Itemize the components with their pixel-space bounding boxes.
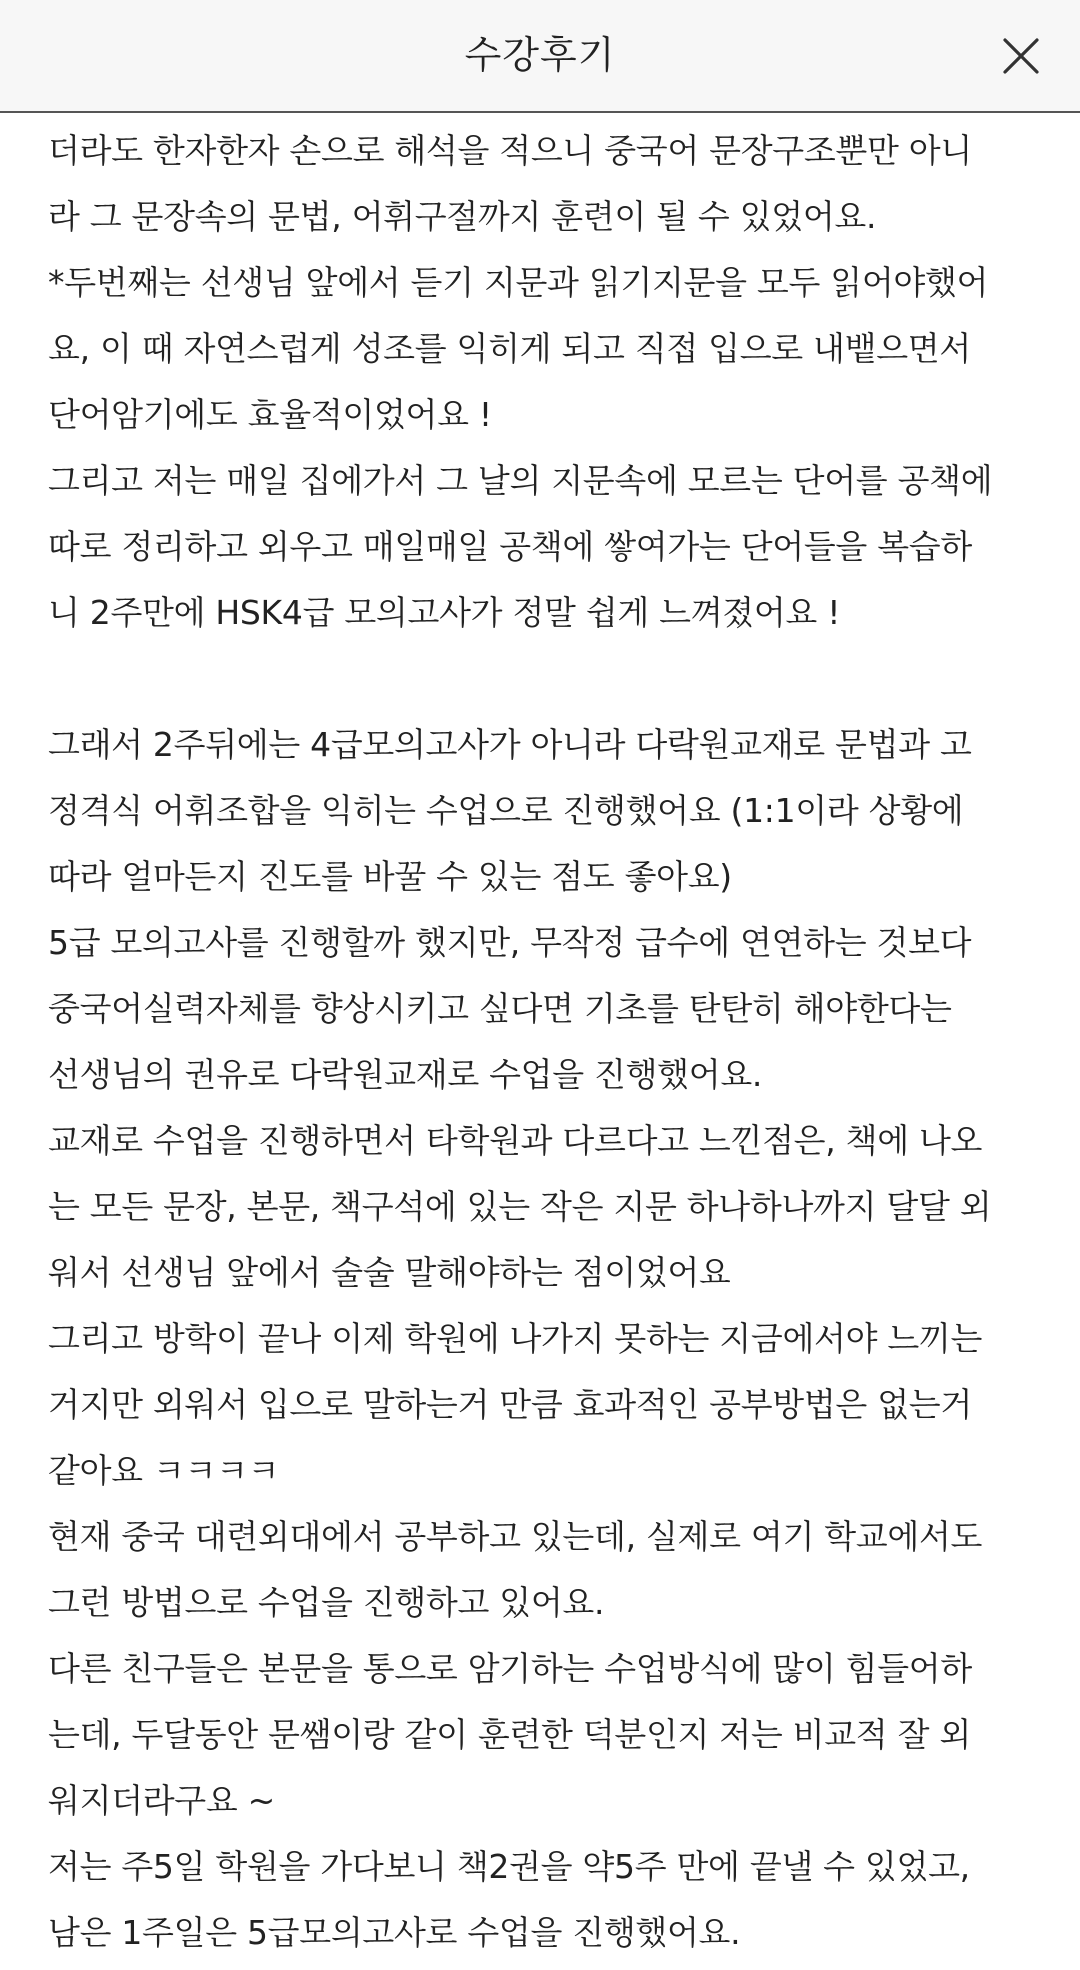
review-line bbox=[48, 646, 1048, 712]
review-line: 그런 방법으로 수업을 진행하고 있어요. bbox=[48, 1583, 605, 1622]
review-line: 따라 얼마든지 진도를 바꿀 수 있는 점도 좋아요) bbox=[48, 857, 732, 896]
review-line: 그리고 방학이 끝나 이제 학원에 나가지 못하는 지금에서야 느끼는 bbox=[48, 1319, 983, 1358]
review-line: 워지더라구요 ~ bbox=[48, 1781, 276, 1820]
review-line: 워서 선생님 앞에서 술술 말해야하는 점이었어요 bbox=[48, 1253, 731, 1292]
review-line: 5급 모의고사를 진행할까 했지만, 무작정 급수에 연연하는 것보다 bbox=[48, 923, 972, 962]
close-button[interactable] bbox=[996, 31, 1046, 81]
review-line: 그리고 저는 매일 집에가서 그 날의 지문속에 모르는 단어를 공책에 bbox=[48, 461, 993, 500]
review-line: 는 모든 문장, 본문, 책구석에 있는 작은 지문 하나하나까지 달달 외 bbox=[48, 1187, 992, 1226]
review-line: 현재 중국 대련외대에서 공부하고 있는데, 실제로 여기 학교에서도 bbox=[48, 1517, 983, 1556]
review-body bbox=[48, 118, 1048, 1968]
review-line: 그래서 2주뒤에는 4급모의고사가 아니라 다락원교재로 문법과 고 bbox=[48, 725, 972, 764]
page-title: 수강후기 bbox=[464, 33, 616, 77]
close-icon bbox=[996, 31, 1046, 81]
review-line: 니 2주만에 HSK4급 모의고사가 정말 쉽게 느껴졌어요 ! bbox=[48, 593, 841, 632]
review-line: 더라도 한자한자 손으로 해석을 적으니 중국어 문장구조뿐만 아니 bbox=[48, 131, 972, 170]
review-line: 저는 주5일 학원을 가다보니 책2권을 약5주 만에 끝낼 수 있었고, bbox=[48, 1847, 970, 1886]
modal-header bbox=[0, 0, 1080, 113]
review-line: 단어암기에도 효율적이었어요 ! bbox=[48, 395, 492, 434]
review-line: 같아요 ㅋㅋㅋㅋ bbox=[48, 1451, 280, 1490]
review-line: 교재로 수업을 진행하면서 타학원과 다르다고 느낀점은, 책에 나오 bbox=[48, 1121, 983, 1160]
review-line: 요, 이 때 자연스럽게 성조를 익히게 되고 직접 입으로 내뱉으면서 bbox=[48, 329, 971, 368]
review-line: 는데, 두달동안 문쌤이랑 같이 훈련한 덕분인지 저는 비교적 잘 외 bbox=[48, 1715, 971, 1754]
review-line: 정격식 어휘조합을 익히는 수업으로 진행했어요 (1:1이라 상황에 bbox=[48, 791, 964, 830]
review-line: 따로 정리하고 외우고 매일매일 공책에 쌓여가는 단어들을 복습하 bbox=[48, 527, 972, 566]
review-line: 중국어실력자체를 향상시키고 싶다면 기초를 탄탄히 해야한다는 bbox=[48, 989, 952, 1028]
review-line: 남은 1주일은 5급모의고사로 수업을 진행했어요. bbox=[48, 1913, 741, 1952]
review-line: *두번째는 선생님 앞에서 듣기 지문과 읽기지문을 모두 읽어야했어 bbox=[48, 263, 989, 302]
review-line: 다른 친구들은 본문을 통으로 암기하는 수업방식에 많이 힘들어하 bbox=[48, 1649, 972, 1688]
review-line: 라 그 문장속의 문법, 어휘구절까지 훈련이 될 수 있었어요. bbox=[48, 197, 877, 236]
review-line: 거지만 외워서 입으로 말하는거 만큼 효과적인 공부방법은 없는거 bbox=[48, 1385, 972, 1424]
review-line: 선생님의 권유로 다락원교재로 수업을 진행했어요. bbox=[48, 1055, 763, 1094]
